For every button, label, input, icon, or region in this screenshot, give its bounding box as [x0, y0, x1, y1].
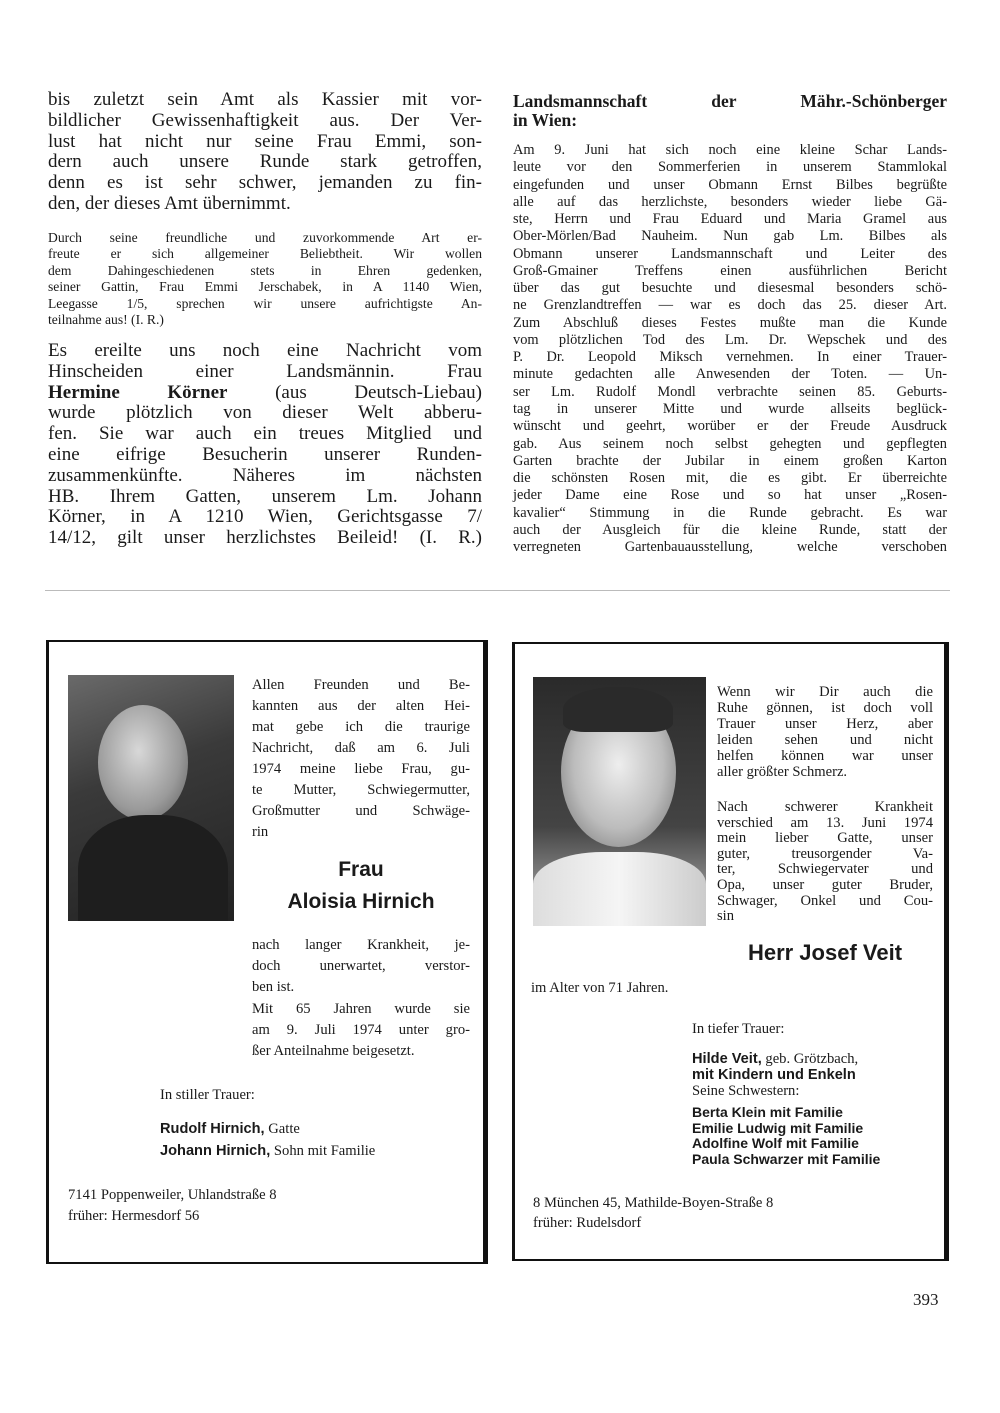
text-line: rin — [252, 824, 269, 840]
right-heading — [513, 92, 947, 130]
text-line: jeder Dame eine Rose und so hat unser „Rosen- — [513, 487, 947, 504]
deceased-name: Aloisia Hirnich — [287, 890, 435, 913]
text-line: Groß-Gmainer Treffens einen ausführlichen Bericht — [513, 262, 947, 279]
left-paragraph-2 — [48, 230, 482, 328]
text-line: den, der dieses Amt übernimmt. — [48, 192, 291, 214]
text-line: auch der Ausgleich für die kleine Runde, statt der — [513, 521, 947, 538]
text-line: ser Lm. Rudolf Mondl verbrachte seinen 85. Geburts- — [513, 383, 947, 400]
text-line: wurde plötzlich von dieser Welt abberu- — [48, 402, 482, 424]
text-line: früher: Rudelsdorf — [533, 1215, 642, 1231]
text-line: ben ist. — [252, 979, 295, 995]
text-line: minute gedachten alle Anwesenden der Toten. — Un- — [513, 366, 947, 383]
text-line: Landsmannschaft der Mähr.-Schönberger — [513, 91, 947, 111]
text-line — [48, 383, 482, 404]
text-line: Ober-Mörlen/Bad Nauheim. Nun gab Lm. Bilbes als — [513, 228, 947, 245]
notice-verse — [717, 684, 933, 780]
text-line: Es ereilte uns noch eine Nachricht vom — [48, 340, 482, 361]
text-line: seiner Gattin, Frau Emmi Jerschabek, in A 1140 Wien, — [48, 279, 482, 295]
text-line: eingefunden und unser Obmann Ernst Bilbes begrüßte — [513, 176, 947, 193]
text-line: Obmann unserer Landsmannschaft und Leiter des — [513, 245, 947, 262]
text-line: leiden sehen und nicht — [717, 732, 933, 748]
text-line: am 9. Juli 1974 unter gro- — [252, 1022, 470, 1038]
text-line: Opa, unser guter Bruder, — [717, 876, 933, 893]
text-line: ter, Schwiegervater und — [717, 861, 933, 878]
widow-family: mit Kindern und Enkeln — [692, 1067, 856, 1083]
text-line: 7141 Poppenweiler, Uhlandstraße 8 — [68, 1187, 277, 1203]
text-line: freute er sich allgemeiner Beliebtheit. Wir wollen — [48, 246, 482, 262]
text-line: 14/12, gilt unser herzlichstes Beileid! (I. R.) — [48, 527, 482, 549]
text-line: Hinscheiden einer Landsmännin. Frau — [48, 360, 482, 382]
text-line: die schönsten Rosen mit, die es gibt. Er überreichte — [513, 470, 947, 487]
text-segment: (aus Deutsch-Liebau) — [227, 381, 482, 403]
notice-burial-text — [252, 999, 470, 1062]
sisters-label: Seine Schwestern: — [692, 1083, 800, 1099]
text-line: lust hat nicht nur seine Frau Emmi, son- — [48, 130, 482, 152]
text-line: kannten aus der alten Hei- — [252, 698, 470, 714]
page-number: 393 — [913, 1290, 939, 1309]
text-line: fen. Sie war auch ein treues Mitglied und — [48, 423, 482, 445]
bold-name: Rudolf Hirnich, — [160, 1121, 265, 1137]
text-line: Garten brachte der Jubilar in einem großen Karton — [513, 452, 947, 469]
mourners-list — [160, 1118, 375, 1162]
text-line: bildlicher Gewissenhaftigkeit aus. Der Ver- — [48, 109, 482, 131]
text-line: helfen können war unser — [717, 748, 933, 764]
text-line: Nachricht, daß am 6. Juli — [252, 740, 470, 756]
text-line: Durch seine freundliche und zuvorkommende Art er- — [48, 230, 482, 245]
text-line: alle auf das herzlichste, besonders wieder liebe Gä- — [513, 193, 947, 210]
text-line: Emilie Ludwig mit Familie — [692, 1119, 864, 1136]
notice-intro — [252, 675, 470, 843]
bold-name: Hermine Körner — [48, 381, 228, 403]
text-line: mat gebe ich die traurige — [252, 719, 470, 735]
text-line: Am 9. Juni hat sich noch eine kleine Schar Lands- — [513, 142, 947, 158]
text-line: Körner, in A 1210 Wien, Gerichtsgasse 7/ — [48, 506, 482, 528]
text-line: guter, treusorgender Va- — [717, 845, 933, 862]
text-line: ne Grenzlandtreffen — war es doch das 25. dieser Art. — [513, 297, 947, 314]
text-line: Allen Freunden und Be- — [252, 677, 470, 693]
text-line: eine eifrige Besucherin unserer Runden- — [48, 443, 482, 465]
text-line: in Wien: — [513, 110, 578, 130]
divider — [45, 590, 950, 591]
age-text: im Alter von 71 Jahren. — [531, 980, 669, 996]
left-paragraph-1 — [48, 90, 482, 215]
text-line: Leegasse 1/5, sprechen wir unsere aufrichtigste An- — [48, 295, 482, 311]
text-line: aller größter Schmerz. — [717, 764, 848, 780]
text-line: gab. Aus seinem noch selbst gehegten und gepflegten — [513, 435, 947, 452]
text-line: HB. Ihrem Gatten, unserem Lm. Johann — [48, 485, 482, 507]
text-line: Ruhe gönnen, ist doch voll — [717, 700, 933, 716]
text-line: Adolfine Wolf mit Familie — [692, 1135, 859, 1152]
text-line: Großmutter und Schwäge- — [252, 803, 470, 819]
text-line: Zum Abschluß dieses Festes mußte man die Kunde — [513, 314, 947, 331]
mourning-label: In tiefer Trauer: — [692, 1021, 785, 1037]
text-line: Nach schwerer Krankheit — [717, 799, 933, 815]
text-line: mein lieber Gatte, unser — [717, 830, 933, 847]
notice-death-text — [252, 935, 470, 998]
text-line: 1974 meine liebe Frau, gu- — [252, 761, 470, 777]
text-line: kavalier“ Stimmung in die Runde gebracht. Es war — [513, 504, 947, 521]
text-line: Wenn wir Dir auch die — [717, 684, 933, 700]
text-line: Berta Klein mit Familie — [692, 1104, 843, 1120]
text-line — [160, 1118, 375, 1140]
text-line: verregneten Gartenbauausstellung, welche verschoben — [513, 539, 947, 556]
text-line: dern auch unsere Runde stark getroffen, — [48, 151, 482, 173]
text-line: vom plötzlichen Tod des Lm. Dr. Wepschek und des — [513, 331, 947, 348]
text-line — [160, 1140, 375, 1162]
text-line: ste, Herrn und Frau Eduard und Maria Gramel aus — [513, 211, 947, 228]
text-line: leute vor den Sommerferien in unserem Stammlokal — [513, 159, 947, 176]
text-line: bis zuletzt sein Amt als Kassier mit vor- — [48, 89, 482, 110]
text-line: Paula Schwarzer mit Familie — [692, 1150, 881, 1167]
text-segment: Gatte — [264, 1121, 300, 1137]
deceased-name: Herr Josef Veit — [747, 940, 903, 965]
text-line: nach langer Krankheit, je- — [252, 937, 470, 953]
notice-address — [68, 1185, 277, 1227]
text-line: über das gut besuchte und diesesmal besonders schö- — [513, 280, 947, 297]
text-line: dem Dahingeschiedenen stets in Ehren gedenken, — [48, 262, 482, 278]
widow-line — [692, 1051, 858, 1099]
widow-name: Hilde Veit, — [692, 1051, 762, 1067]
left-paragraph-3 — [48, 341, 482, 549]
notice-intro — [717, 800, 933, 925]
text-line: P. Dr. Leopold Miksch vernehmen. In einer Trauer- — [513, 349, 947, 366]
text-line: doch unerwartet, verstor- — [252, 958, 470, 974]
text-line: denn es ist sehr schwer, jemanden zu fin- — [48, 172, 482, 194]
text-line: 8 München 45, Mathilde-Boyen-Straße 8 — [533, 1195, 774, 1211]
text-line: Schwager, Onkel und Cou- — [717, 892, 933, 909]
bold-name: Johann Hirnich, — [160, 1143, 271, 1159]
text-line: te Mutter, Schwiegermutter, — [252, 782, 470, 798]
text-line: Trauer unser Herz, aber — [717, 716, 933, 732]
mourning-label: In stiller Trauer: — [160, 1087, 255, 1103]
text-segment: Sohn mit Familie — [270, 1143, 376, 1159]
text-line: wünscht und geehrt, worüber er der Freude Ausdruck — [513, 418, 947, 435]
right-body — [513, 142, 947, 556]
sisters-list — [692, 1105, 880, 1167]
notice-address — [533, 1193, 773, 1233]
deceased-title: Frau — [338, 858, 384, 881]
portrait-photo-woman — [68, 675, 234, 921]
widow-maiden-name: geb. Grötzbach, — [761, 1051, 859, 1067]
text-line: sin — [717, 908, 735, 925]
text-line: Mit 65 Jahren wurde sie — [252, 1001, 470, 1017]
text-line: zusammenkünfte. Näheres im nächsten — [48, 464, 482, 486]
text-line: verschied am 13. Juni 1974 — [717, 814, 933, 831]
text-line: früher: Hermesdorf 56 — [68, 1208, 200, 1224]
text-line: ßer Anteilnahme beigesetzt. — [252, 1043, 415, 1059]
text-line: tag in unserer Mitte und wurde allseits beglück- — [513, 400, 947, 417]
portrait-photo-man — [533, 677, 706, 926]
text-line: teilnahme aus! (I. R.) — [48, 312, 164, 328]
